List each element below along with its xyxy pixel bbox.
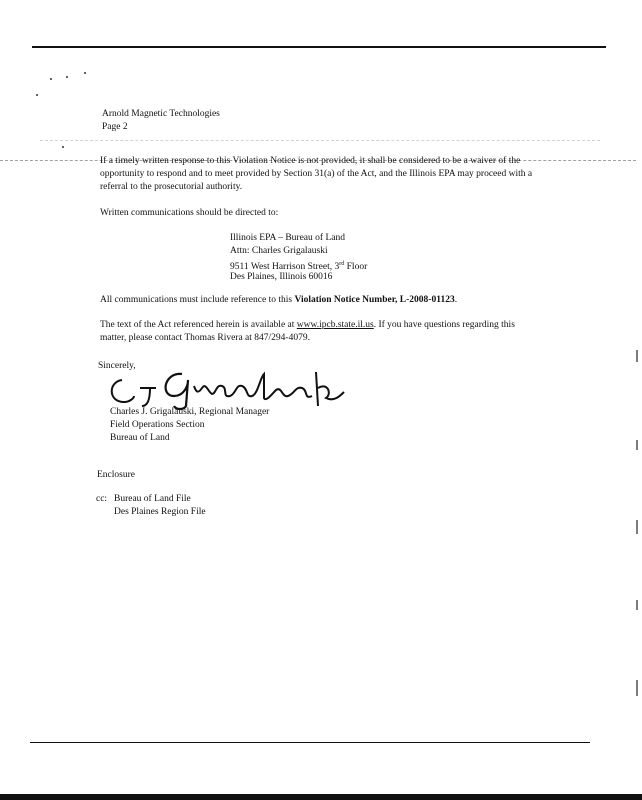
cc-label: cc: xyxy=(96,494,108,504)
scan-speck xyxy=(84,72,86,74)
violation-notice-paragraph: All communications must include reference to this Violation Notice Number, L-2008-01123. xyxy=(100,295,458,305)
scan-speck xyxy=(66,76,68,78)
scan-edge-mark xyxy=(636,680,638,696)
recipient-company: Arnold Magnetic Technologies xyxy=(102,109,220,119)
scan-speck xyxy=(50,78,52,80)
cc-recipient-1: Bureau of Land File xyxy=(114,494,191,504)
written-communications-line: Written communications should be directed to: xyxy=(100,208,279,218)
page-number: Page 2 xyxy=(102,122,128,132)
response-paragraph: If a timely written response to this Violation Notice is not provided, it shall be considered to be a waiver of the opportunity to respond and to meet provided by Section 31(a) of the Act, and the Illinois EPA may proceed with a referral to the prosecutorial authority. xyxy=(100,156,533,192)
bottom-rule xyxy=(30,742,590,743)
signer-section: Field Operations Section xyxy=(110,420,205,430)
act-reference-paragraph: The text of the Act referenced herein is available at www.ipcb.state.il.us. If you have questions regarding this matter, please contact Thomas Rivera at 847/294-4079. xyxy=(100,320,515,343)
scan-noise-line xyxy=(40,140,600,142)
address-line-3: 9511 West Harrison Street, 3rd Floor xyxy=(230,261,368,273)
violation-notice-number: Violation Notice Number, L-2008-01123 xyxy=(294,295,455,305)
address-line-4: Des Plaines, Illinois 60016 xyxy=(230,272,333,282)
top-rule xyxy=(32,46,606,48)
scan-bottom-bar xyxy=(0,794,642,800)
scan-edge-mark xyxy=(636,440,638,450)
signer-bureau: Bureau of Land xyxy=(110,433,170,443)
scan-speck xyxy=(62,146,64,148)
scan-edge-mark xyxy=(636,350,638,362)
scan-edge-mark xyxy=(636,600,638,610)
act-website-link[interactable]: www.ipcb.state.il.us xyxy=(296,320,374,330)
signer-name-title: Charles J. Grigalauski, Regional Manager xyxy=(110,407,270,417)
address-line-2: Attn: Charles Grigalauski xyxy=(230,246,328,256)
address-line-1: Illinois EPA – Bureau of Land xyxy=(230,233,345,243)
enclosure-label: Enclosure xyxy=(97,470,135,480)
cc-recipient-2: Des Plaines Region File xyxy=(114,507,206,517)
scan-edge-mark xyxy=(636,520,638,534)
salutation: Sincerely, xyxy=(98,361,136,371)
scan-speck xyxy=(36,94,38,96)
